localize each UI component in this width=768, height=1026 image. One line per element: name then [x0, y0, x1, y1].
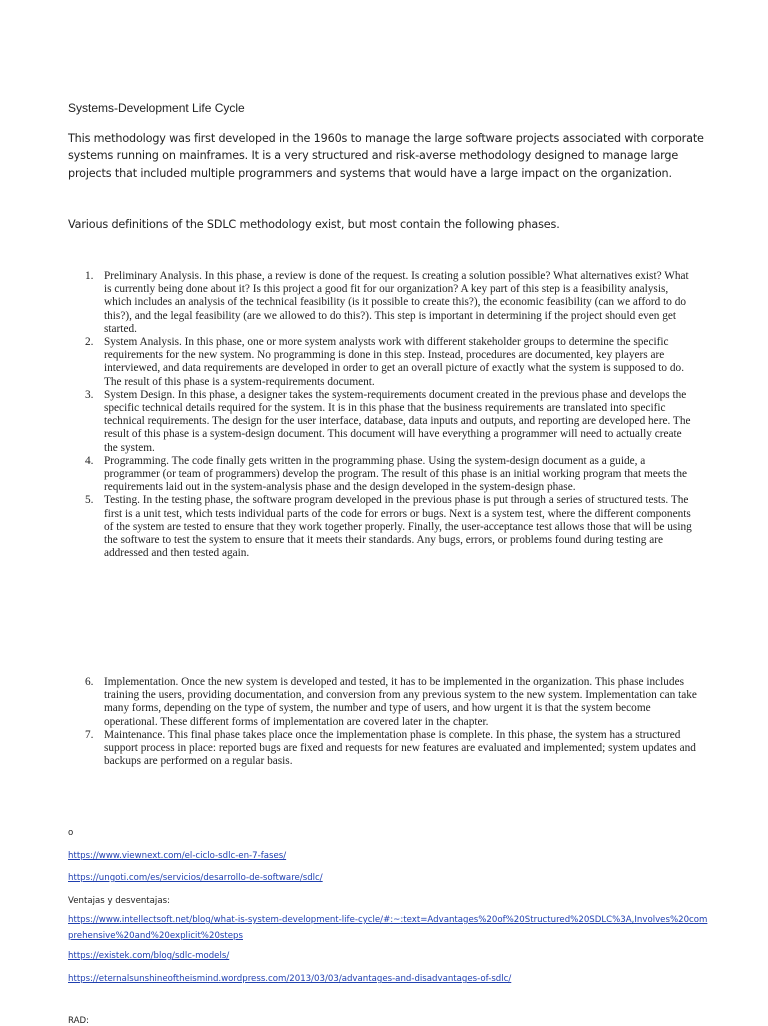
phase-text: Maintenance. This final phase takes place once the implementation phase is complete. In this phase, the system has a structured support process in place: reported bugs are fixed and requests for new features are evaluated and implemented; system updates and backups are performed on a regular basis. [104, 728, 696, 768]
intro-paragraph: This methodology was first developed in the 1960s to manage the large software projects associated with corporate systems running on mainframes. It is a very structured and risk-averse methodology designed to manage large projects that included multiple programmers and systems that would have a large impact on the organization. [68, 132, 704, 180]
ventajas-heading: Ventajas y desventajas: [68, 896, 170, 906]
list-item: 1. Preliminary Analysis. In this phase, a review is done of the request. Is creating a solution possible? What alternatives exist? What is currently being done about it? Is this project a good fit for our organization? A key part of this step is a feasibility analysis, which includes an analysis of the technical feasibility (is it possible to create this?), the economic feasibility (can we afford to do this?), and the legal feasibility (are we allowed to do this?). This step is important in determining if the project should even get started. [85, 270, 689, 335]
list-item: 7. Maintenance. This final phase takes place once the implementation phase is complete. In this phase, the system has a structured support process in place: reported bugs are fixed and requests for new features are evaluated and implemented; system updates and backups are performed on a regular basis. [85, 728, 696, 768]
phases-intro-paragraph: Various definitions of the SDLC methodology exist, but most contain the following phases. [68, 218, 560, 231]
list-item: 2. System Analysis. In this phase, one or more system analysts work with different stakeholder groups to determine the specific requirements for the new system. No programming is done in this step. Instead, procedures are documented, key players are interviewed, and data requirements are developed in order to get an overall picture of exactly what the system is supposed to do. The result of this phase is a system-requirements document. [85, 336, 685, 388]
link-existek[interactable]: https://existek.com/blog/sdlc-models/ [68, 951, 230, 961]
link-viewnext[interactable]: https://www.viewnext.com/el-ciclo-sdlc-en-7-fases/ [68, 851, 287, 861]
phase-text: Programming. The code finally gets written in the programming phase. Using the system-design document as a guide, a programmer (or team of programmers) develop the program. The result of this phase is an initial working program that meets the requirements laid out in the system-analysis phase and the design developed in the system-design phase. [104, 454, 687, 494]
phases-list-part-2 [68, 676, 698, 768]
bullet-marker: o [68, 828, 74, 838]
phase-text: Implementation. Once the new system is developed and tested, it has to be implemented in the organization. This phase includes training the users, providing documentation, and conversion from any previous system to the new system. Implementation can take many forms, depending on the type of system, the number and type of users, and how urgent it is that the system become operational. These different forms of implementation are covered later in the chapter. [104, 676, 697, 728]
list-item: 5. Testing. In the testing phase, the software program developed in the previous phase is put through a series of structured tests. The first is a unit test, which tests individual parts of the code for errors or bugs. Next is a system test, where the different components of the system are tested to ensure that they work together properly. Finally, the user-acceptance test allows those that will be using the software to test the system to ensure that it meets their standards. Any bugs, errors, or problems found during testing are addressed and then tested again. [85, 494, 692, 560]
rad-label: RAD: [68, 1016, 90, 1026]
link-intellectsoft[interactable]: https://www.intellectsoft.net/blog/what-is-system-development-life-cycle/#:~:text=Advantages%20of%20Structured%20SDLC%3A,Involves%20comprehensive%20and%20explicit%20steps [68, 915, 708, 941]
phase-text: Preliminary Analysis. In this phase, a review is done of the request. Is creating a solution possible? What alternatives exist? What is currently being done about it? Is this project a good fit for our organization? A key part of this step is a feasibility analysis, which includes an analysis of the technical feasibility (is it possible to create this?), the economic feasibility (can we afford to do this?), and the legal feasibility (are we allowed to do this?). This step is important in determining if the project should even get started. [104, 270, 689, 335]
phase-text: System Design. In this phase, a designer takes the system-requirements document created in the previous phase and develops the specific technical details required for the system. It is in this phase that the business requirements are translated into specific technical requirements. The design for the user interface, database, data inputs and outputs, and reporting are developed here. The result of this phase is a system-design document. This document will have everything a programmer will need to actually create the system. [104, 388, 691, 454]
link-eternalsunshine[interactable]: https://eternalsunshineoftheismind.wordpress.com/2013/03/03/advantages-and-disadvantages-of-sdlc/ [68, 974, 512, 984]
link-ungoti[interactable]: https://ungoti.com/es/servicios/desarrollo-de-software/sdlc/ [68, 873, 323, 883]
phase-text: System Analysis. In this phase, one or more system analysts work with different stakeholder groups to determine the specific requirements for the new system. No programming is done in this step. Instead, procedures are documented, key players are interviewed, and data requirements are developed in order to get an overall picture of exactly what the system is supposed to do. The result of this phase is a system-requirements document. [104, 336, 685, 388]
document-title: Systems-Development Life Cycle [68, 101, 245, 115]
phase-text: Testing. In the testing phase, the software program developed in the previous phase is put through a series of structured tests. The first is a unit test, which tests individual parts of the code for errors or bugs. Next is a system test, where the different components of the system are tested to ensure that they work together properly. Finally, the user-acceptance test allows those that will be using the software to test the system to ensure that it meets their standards. Any bugs, errors, or problems found during testing are addressed and then tested again. [104, 494, 692, 560]
list-item: 4. Programming. The code finally gets written in the programming phase. Using the system-design document as a guide, a programmer (or team of programmers) develop the program. The result of this phase is an initial working program that meets the requirements laid out in the system-analysis phase and the design developed in the system-design phase. [85, 454, 687, 494]
phases-list-part-1 [68, 270, 698, 560]
list-item: 6. Implementation. Once the new system is developed and tested, it has to be implemented in the organization. This phase includes training the users, providing documentation, and conversion from any previous system to the new system. Implementation can take many forms, depending on the type of system, the number and type of users, and how urgent it is that the system become operational. These different forms of implementation are covered later in the chapter. [85, 676, 697, 728]
list-item: 3. System Design. In this phase, a designer takes the system-requirements document created in the previous phase and develops the specific technical details required for the system. It is in this phase that the business requirements are translated into specific technical requirements. The design for the user interface, database, data inputs and outputs, and reporting are developed here. The result of this phase is a system-design document. This document will have everything a programmer will need to actually create the system. [85, 388, 691, 454]
